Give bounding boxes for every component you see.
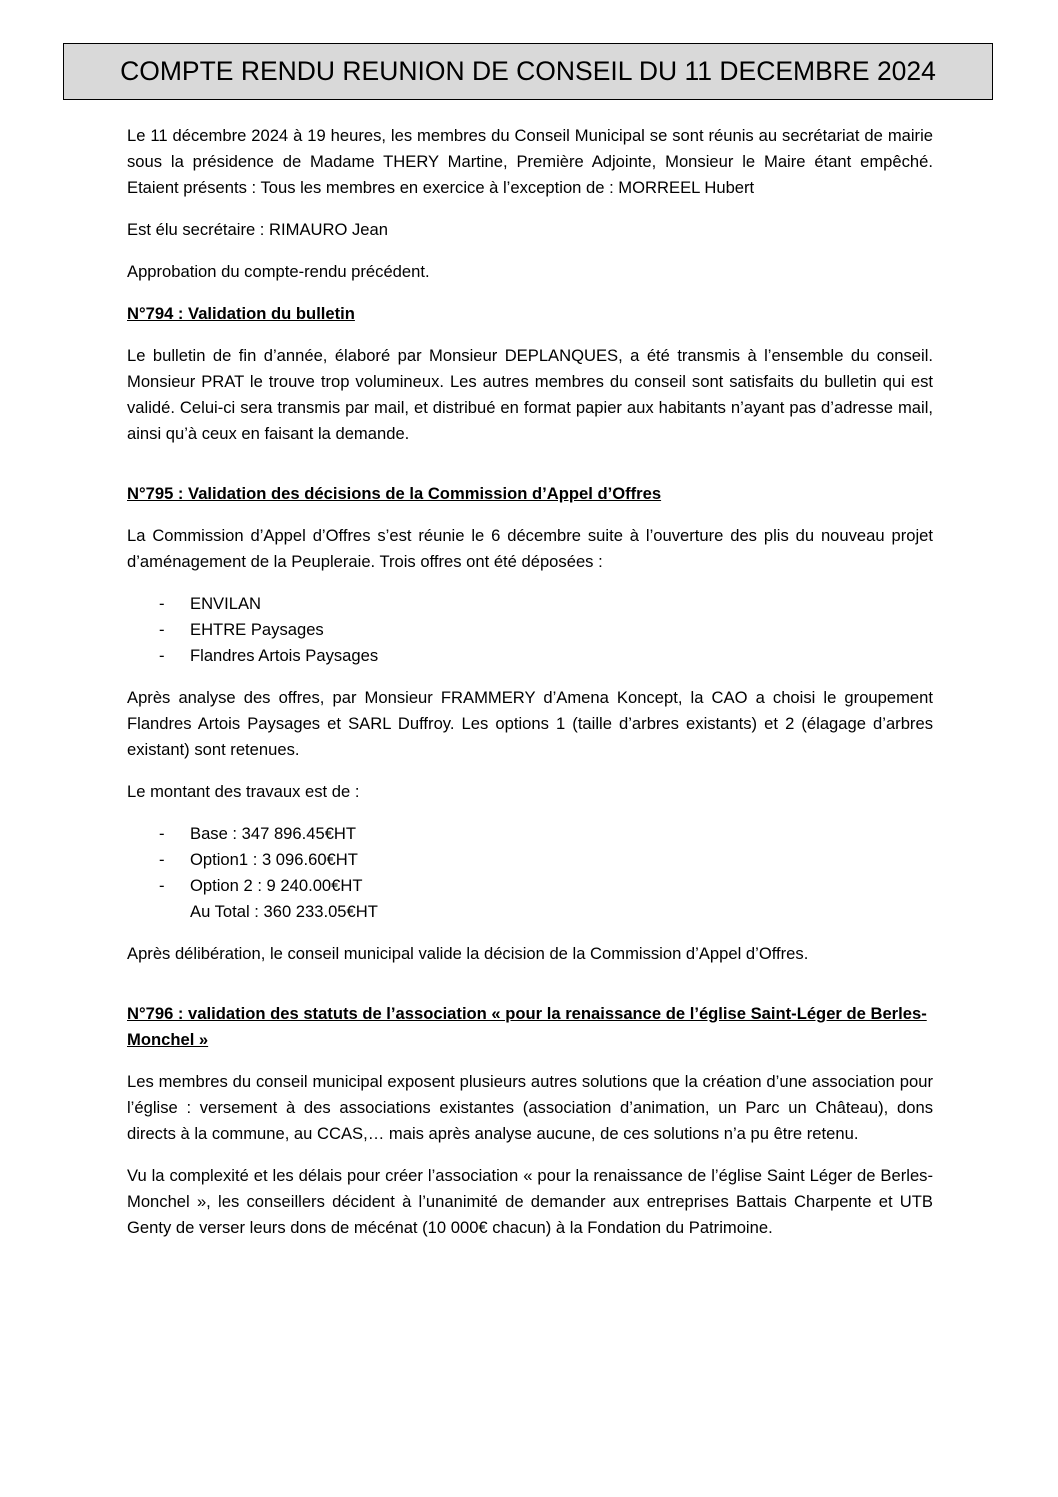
heading-794: N°794 : Validation du bulletin [127,304,355,323]
secretary-line: Est élu secrétaire : RIMAURO Jean [127,220,388,239]
document-title-box [63,43,993,100]
heading-795: N°795 : Validation des décisions de la Commission d’Appel d’Offres [127,484,662,503]
approval-line: Approbation du compte-rendu précédent. [127,262,430,281]
amount-label: Option1 : 3 096.60€HT [190,850,358,869]
document-title: COMPTE RENDU REUNION DE CONSEIL DU 11 DECEMBRE 2024 [120,56,936,86]
conclusion-795: Après délibération, le conseil municipal valide la décision de la Commission d’Appel d’Offres. [127,944,809,963]
paragraph-794: Le bulletin de fin d’année, élaboré par Monsieur DEPLANQUES, a été transmis à l’ensemble du conseil. Monsieur PRAT le trouve trop volumineux. Les autres membres du conseil sont satisfaits du bulletin qui est validé. Celui-ci sera transmis par mail, et distribué en format papier aux habitants n’ayant pas d’adresse mail, ainsi qu’à ceux en faisant la demande. [127,346,933,443]
list-item [127,821,933,847]
list-item [127,847,933,873]
list-item [127,643,933,669]
offer-label: EHTRE Paysages [190,620,324,639]
list-item [127,899,933,925]
paragraph-796-solutions: Les membres du conseil municipal exposent plusieurs autres solutions que la création d’une association pour l’église : versement à des associations existantes (association d’animation, un Parc un Château), dons directs à la commune, au CCAS,… mais après analyse aucune, de ces solutions n’a pu être retenu. [127,1072,933,1143]
offer-label: Flandres Artois Paysages [190,646,379,665]
heading-796: N°796 : validation des statuts de l’association « pour la renaissance de l’église Saint-Léger de Berles-Monchel » [127,1004,927,1049]
intro-paragraph: Le 11 décembre 2024 à 19 heures, les membres du Conseil Municipal se sont réunis au secrétariat de mairie sous la présidence de Madame THERY Martine, Première Adjointe, Monsieur le Maire étant empêché. Etaient présents : Tous les membres en exercice à l’exception de : MORREEL Hubert [127,126,933,197]
offer-label: ENVILAN [190,594,262,613]
paragraph-795-analysis: Après analyse des offres, par Monsieur FRAMMERY d’Amena Koncept, la CAO a choisi le groupement Flandres Artois Paysages et SARL Duffroy. Les options 1 (taille d’arbres existants) et 2 (élagage d’arbres existant) sont retenues. [127,688,933,759]
dash-bullet: - [159,824,165,843]
paragraph-795-intro: La Commission d’Appel d’Offres s’est réunie le 6 décembre suite à l’ouverture des plis du nouveau projet d’aménagement de la Peupleraie. Trois offres ont été déposées : [127,526,933,571]
list-item [127,873,933,899]
list-item [127,591,933,617]
dash-bullet: - [159,876,165,895]
dash-bullet: - [159,594,165,613]
dash-bullet: - [159,646,165,665]
dash-bullet: - [159,620,165,639]
offers-list [127,591,933,669]
amount-intro: Le montant des travaux est de : [127,782,360,801]
total-label: Au Total : 360 233.05€HT [190,902,378,921]
document-body [127,123,933,1257]
paragraph-796-decision: Vu la complexité et les délais pour créer l’association « pour la renaissance de l’église Saint Léger de Berles-Monchel », les conseillers décident à l’unanimité de demander aux entreprises Battais Charpente et UTB Genty de verser leurs dons de mécénat (10 000€ chacun) à la Fondation du Patrimoine. [127,1166,933,1237]
amounts-list [127,821,933,925]
amount-label: Base : 347 896.45€HT [190,824,357,843]
list-item [127,617,933,643]
dash-bullet: - [159,850,165,869]
amount-label: Option 2 : 9 240.00€HT [190,876,363,895]
